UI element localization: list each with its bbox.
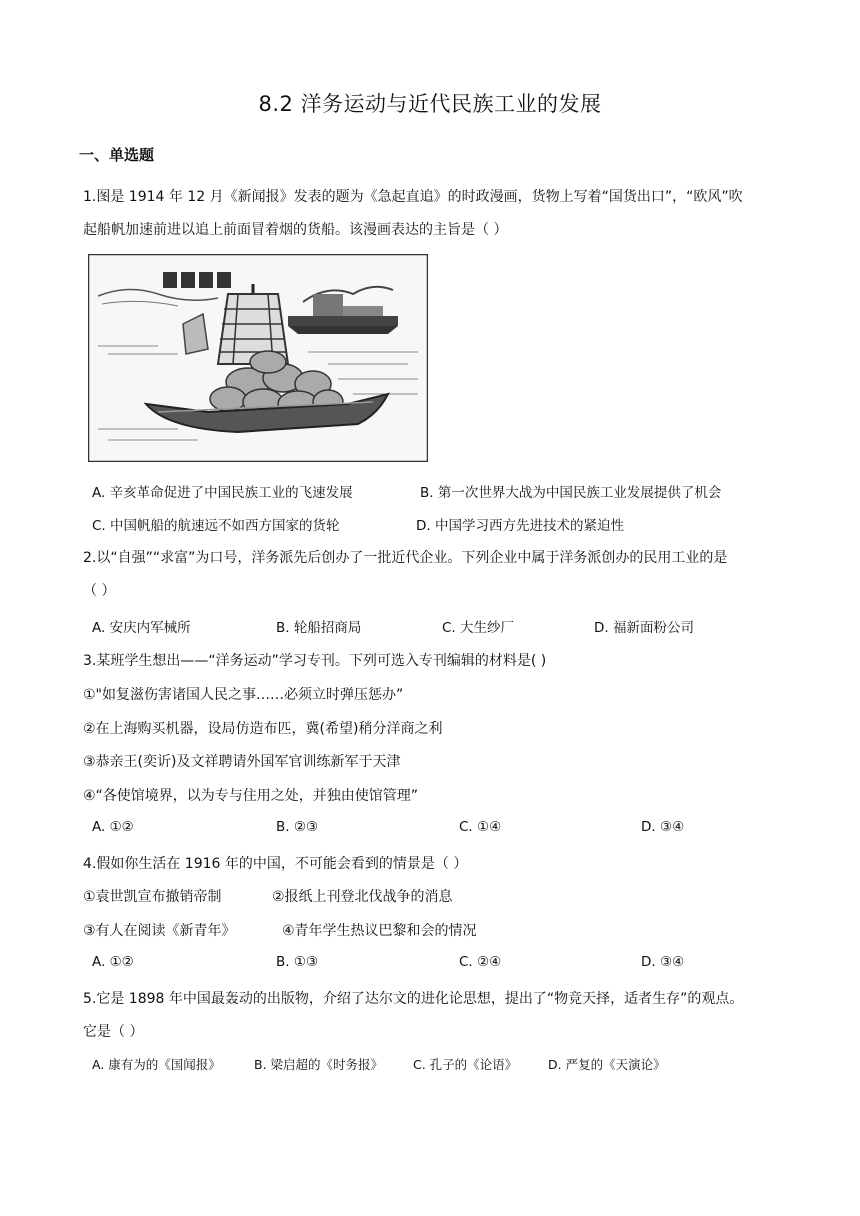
q1-option-a: A. 辛亥革命促进了中国民族工业的飞速发展: [92, 485, 353, 501]
q4-item-4: ④青年学生热议巴黎和会的情况: [282, 923, 477, 939]
q3-option-c: C. ①④: [459, 819, 502, 835]
q4-option-c: C. ②④: [459, 954, 502, 970]
question-2-text-cont: （ ）: [83, 583, 116, 599]
question-1-text-cont: 起船帆加速前进以追上前面冒着烟的货船。该漫画表达的主旨是（ ）: [83, 222, 508, 238]
q2-option-c: C. 大生纱厂: [442, 620, 515, 636]
q2-option-a: A. 安庆内军械所: [92, 620, 191, 636]
q2-option-d: D. 福新面粉公司: [594, 620, 694, 636]
question-3-text: 3.某班学生想出——“洋务运动”学习专刊。下列可选入专刊编辑的材料是( ): [83, 653, 547, 669]
question-2-text: 2.以“自强”“求富”为口号，洋务派先后创办了一批近代企业。下列企业中属于洋务派创办的民用工业的是: [83, 550, 728, 566]
q3-item-2: ②在上海购买机器，设局仿造布匹，冀(希望)稍分洋商之利: [83, 721, 443, 737]
question-4-text: 4.假如你生活在 1916 年的中国，不可能会看到的情景是（ ）: [83, 856, 468, 872]
q2-option-b: B. 轮船招商局: [276, 620, 362, 636]
q3-item-4: ④“各使馆境界，以为专与住用之处，并独由使馆管理”: [83, 788, 419, 804]
question-5-text-cont: 它是（ ）: [83, 1024, 144, 1040]
q4-item-2: ②报纸上刊登北伐战争的消息: [272, 889, 453, 905]
q4-item-3: ③有人在阅读《新青年》: [83, 923, 236, 939]
q3-option-d: D. ③④: [641, 819, 685, 835]
q4-option-b: B. ①③: [276, 954, 319, 970]
q5-option-d: D. 严复的《天演论》: [548, 1057, 666, 1072]
page-title: 8.2 洋务运动与近代民族工业的发展: [258, 92, 602, 116]
q3-item-3: ③恭亲王(奕䜣)及文祥聘请外国军官训练新军于天津: [83, 754, 401, 770]
q3-option-a: A. ①②: [92, 819, 134, 835]
section-heading: 一、单选题: [79, 146, 155, 164]
q4-item-1: ①袁世凯宣布撤销帝制: [83, 889, 222, 905]
q4-option-a: A. ①②: [92, 954, 134, 970]
q1-option-b: B. 第一次世界大战为中国民族工业发展提供了机会: [420, 485, 722, 501]
q5-option-a: A. 康有为的《国闻报》: [92, 1057, 221, 1072]
question-1-text: 1.图是 1914 年 12 月《新闻报》发表的题为《急起直追》的时政漫画，货物上写着“国货出口”，“欧风”吹: [83, 189, 743, 205]
q5-option-b: B. 梁启超的《时务报》: [254, 1057, 384, 1072]
q5-option-c: C. 孔子的《论语》: [413, 1057, 518, 1072]
q4-option-d: D. ③④: [641, 954, 685, 970]
q3-item-1: ①"如复滋伤害诸国人民之事……必须立时弹压惩办”: [83, 687, 404, 703]
q1-option-c: C. 中国帆船的航速远不如西方国家的货轮: [92, 518, 340, 534]
question-5-text: 5.它是 1898 年中国最轰动的出版物，介绍了达尔文的进化论思想，提出了“物竞天择，适者生存”的观点。: [83, 991, 744, 1007]
q1-option-d: D. 中国学习西方先进技术的紧迫性: [416, 518, 624, 534]
q3-option-b: B. ②③: [276, 819, 319, 835]
cartoon-image: [88, 254, 428, 462]
